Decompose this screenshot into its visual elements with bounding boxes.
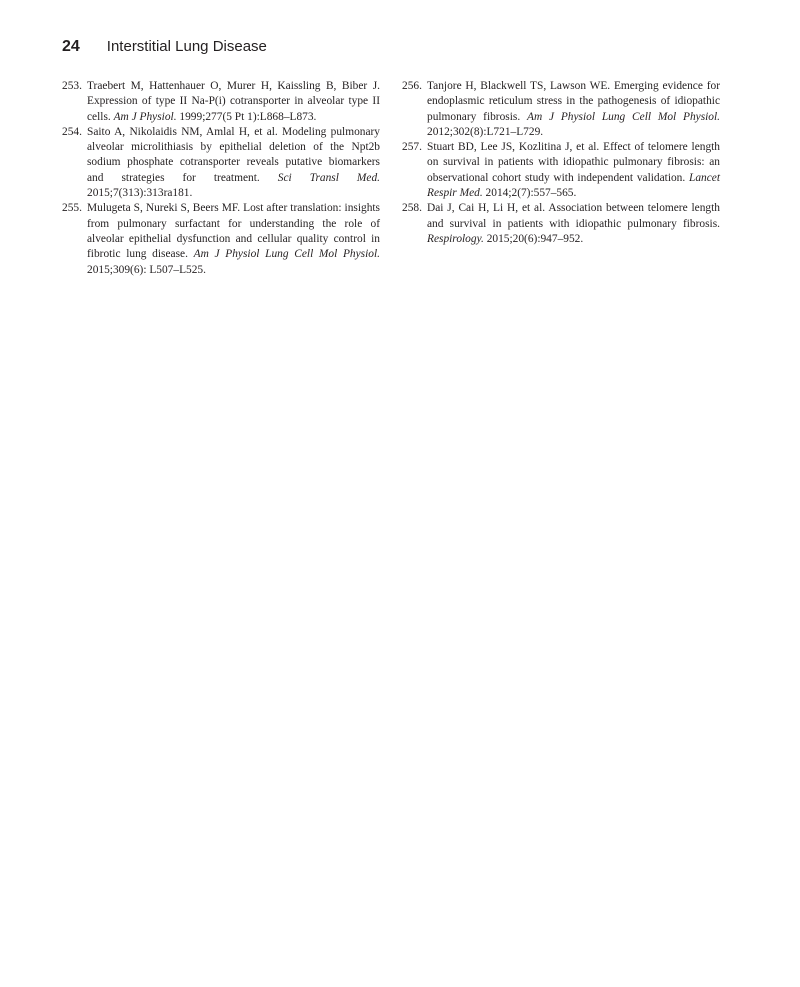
citation-details: 2015;309(6): L507–L525. — [87, 263, 206, 276]
page-header — [62, 38, 267, 60]
reference-column-left — [62, 79, 380, 278]
reference-authors-title: Mulugeta S, Nureki S, Beers MF. Lost after translation: insights from pulmonary surfactant for understanding the role of alveolar epithelial dysfunction and cellular quality control in fibrotic lung disease. — [87, 202, 380, 261]
reference-number: 253. — [62, 80, 82, 92]
reference-text — [87, 201, 380, 277]
reference-authors-title: Saito A, Nikolaidis NM, Amlal H, et al. Modeling pulmonary alveolar microlithiasis by epithelial deletion of the Npt2b sodium phosphate cotransporter reveals putative biomarkers and strategies for treatment. — [87, 125, 380, 184]
reference-number: 258. — [402, 202, 422, 215]
journal-name: Lancet Respir Med. — [427, 171, 721, 200]
reference-258 — [402, 201, 720, 247]
reference-255 — [62, 201, 380, 277]
journal-name: Am J Physiol Lung Cell Mol Physiol. — [527, 110, 720, 123]
journal-name: Respirology. — [427, 232, 484, 245]
reference-authors-title: Dai J, Cai H, Li H, et al. Association between telomere length and survival in patients with idiopathic pulmonary fibrosis. — [427, 202, 720, 230]
reference-text — [427, 201, 720, 247]
reference-authors-title: Stuart BD, Lee JS, Kozlitina J, et al. Effect of telomere length on survival in patients with idiopathic pulmonary fibrosis: an observational cohort study with independent validation. — [427, 141, 720, 184]
reference-number: 255. — [62, 202, 82, 215]
running-title: Interstitial Lung Disease — [106, 38, 267, 55]
citation-details: 2014;2(7):557–565. — [485, 187, 577, 200]
reference-text — [427, 140, 720, 201]
reference-254 — [62, 125, 380, 201]
citation-details: 1999;277(5 Pt 1):L868–L873. — [179, 110, 317, 123]
reference-authors-title: Traebert M, Hattenhauer O, Murer H, Kaissling B, Biber J. Expression of type II Na-P(i) cotransporter in alveolar type II cells. — [87, 80, 380, 123]
reference-253 — [62, 79, 380, 125]
journal-name: Am J Physiol Lung Cell Mol Physiol. — [193, 248, 380, 261]
reference-text — [87, 79, 380, 125]
citation-details: 2012;302(8):L721–L729. — [427, 125, 544, 138]
reference-number: 254. — [62, 125, 82, 138]
reference-256 — [402, 79, 720, 140]
page-number: 24 — [62, 38, 80, 55]
reference-257 — [402, 140, 720, 201]
journal-name: Am J Physiol. — [113, 110, 177, 123]
reference-authors-title: Tanjore H, Blackwell TS, Lawson WE. Emerging evidence for endoplasmic reticulum stress in the pathogenesis of idiopathic pulmonary fibrosis. — [427, 80, 720, 123]
reference-number: 257. — [402, 141, 422, 154]
citation-details: 2015;7(313):313ra181. — [87, 187, 193, 200]
reference-text — [87, 125, 380, 201]
reference-text — [427, 79, 720, 140]
reference-number: 256. — [402, 80, 422, 92]
citation-details: 2015;20(6):947–952. — [486, 232, 584, 245]
reference-column-right — [402, 79, 720, 247]
journal-name: Sci Transl Med. — [277, 171, 380, 184]
